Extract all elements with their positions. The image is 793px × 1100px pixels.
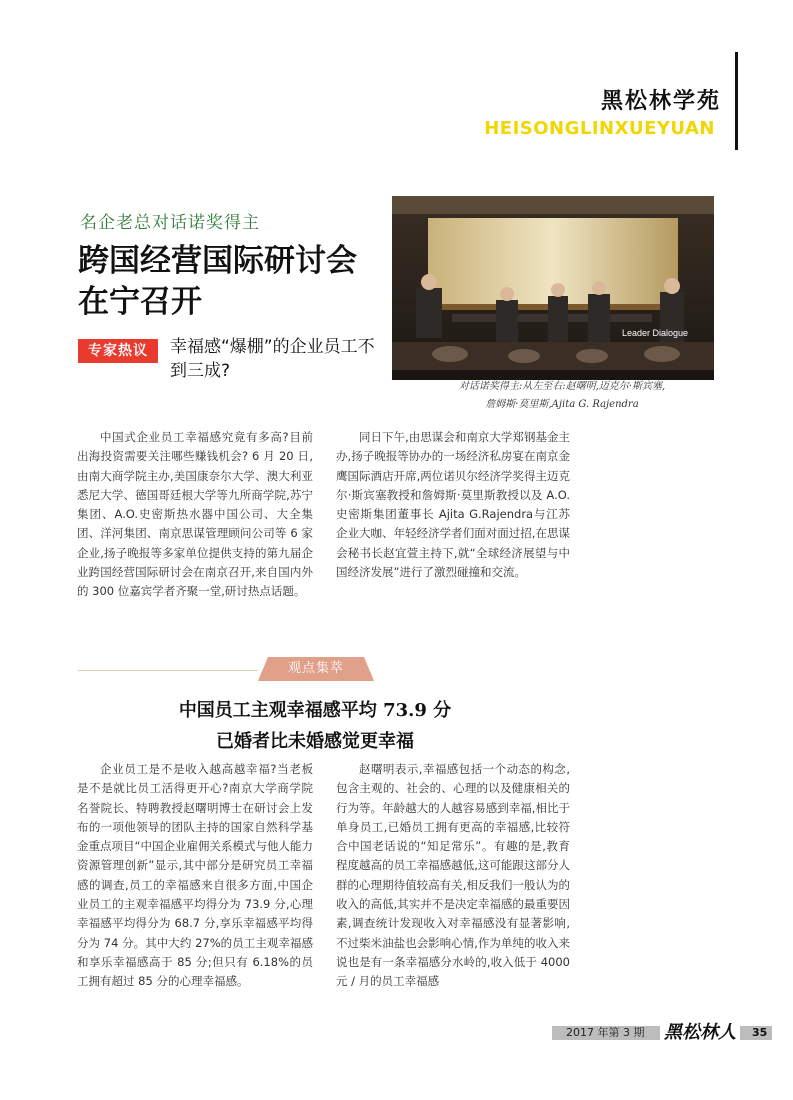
brand-divider [735,52,738,150]
issue-label: 2017 年第 3 期 [566,1026,645,1039]
intro-paragraph-left: 中国式企业员工幸福感究竟有多高?目前出海投资需要关注哪些赚钱机会? 6 月 20 日,由南大商学院主办,美国康奈尔大学、澳大利亚悉尼大学、德国哥廷根大学等九所商学院,苏宁集团、A.O.史密斯热水器中国公司、大全集团、洋河集团、南京思谋管理顾问公司等 6 家企业,扬子晚报等多家单位提供支持的第九届企业跨国经营国际研讨会在南京召开,来自国内外的 300 位嘉宾学者齐聚一堂,研讨热点话题。 [77,430,313,599]
page-number: 35 [752,1026,768,1039]
section-divider [78,670,258,671]
brand-title: 黑松林学苑 [600,89,721,114]
article-subhead: 幸福感“爆棚”的企业员工不到三成? [170,337,375,381]
photo-screen-text: Leader Dialogue [621,328,688,338]
article-title-line1: 跨国经营国际研讨会 [78,243,357,279]
section-headline-line1: 中国员工主观幸福感平均 73.9 分 [178,700,452,721]
expert-badge: 专家热议 [78,339,158,363]
article-title [78,241,357,323]
section-paragraph-left: 企业员工是不是收入越高越幸福?当老板是不是就比员工活得更开心?南京大学商学院名誉院长、特聘教授赵曙明博士在研讨会上发布的一项他领导的团队主持的国家自然科学基金重点项目“中国企业雇佣关系模式与他人能力资源管理创新”显示,其中部分是研究员工幸福感的调查,员工的幸福感来自很多方面,中国企业员工的主观幸福感平均得分为 73.9 分,心理幸福感平均得分为 68.7 分,享乐幸福感平均得分为 74 分。其中大约 27%的员工主观幸福感和享乐幸福感高于 85 分;但只有 6.18%的员工拥有超过 85 分的心理幸福感。 [77,762,313,989]
section-tag [258,657,374,681]
section-headline-line2: 已婚者比未婚感觉更幸福 [216,731,414,752]
article-title-line2: 在宁召开 [78,284,202,320]
section-paragraph-right: 赵曙明表示,幸福感包括一个动态的构念,包含主观的、社会的、心理的以及健康相关的行为等。年龄越大的人越容易感到幸福,相比于单身员工,已婚员工拥有更高的幸福感,比较符合中国老话说的“知足常乐”。有趣的是,教育程度越高的员工幸福感越低,这可能跟这部分人群的心理期待值较高有关,相反我们一般认为的收入的高低,其实并不是决定幸福感的最重要因素,调查统计发现收入对幸福感没有显著影响,不过柴米油盐也会影响心情,作为单纯的收入来说也是有一条幸福感分水岭的,收入低于 4000 元 / 月的员工幸福感 [336,762,570,989]
photo-caption [412,378,712,414]
photo-caption-line1: 对话诺奖得主:从左至右:赵曙明,迈克尔·斯宾塞, [458,381,666,392]
intro-paragraph-right: 同日下午,由思谋会和南京大学郑钢基金主办,扬子晚报等协办的一场经济私房宴在南京金鹰国际酒店开席,两位诺贝尔经济学奖得主迈克尔·斯宾塞教授和詹姆斯·莫里斯教授以及 A.O.史密斯集团董事长 Ajita G.Rajendra与江苏企业大咖、年轻经济学者们面对面过招,在思谋会秘书长赵宜萱主持下,就“全球经济展望与中国经济发展”进行了激烈碰撞和交流。 [336,430,570,580]
brand-subtitle: HEISONGLINXUEYUAN [484,118,715,139]
article-kicker: 名企老总对话诺奖得主 [80,213,260,233]
photo-caption-line2: 詹姆斯·莫里斯,Ajita G. Rajendra [485,399,639,410]
section-tag-label: 观点集萃 [287,661,344,676]
conference-photo [392,196,714,380]
magazine-signature: 黑松林人 [660,1018,740,1044]
